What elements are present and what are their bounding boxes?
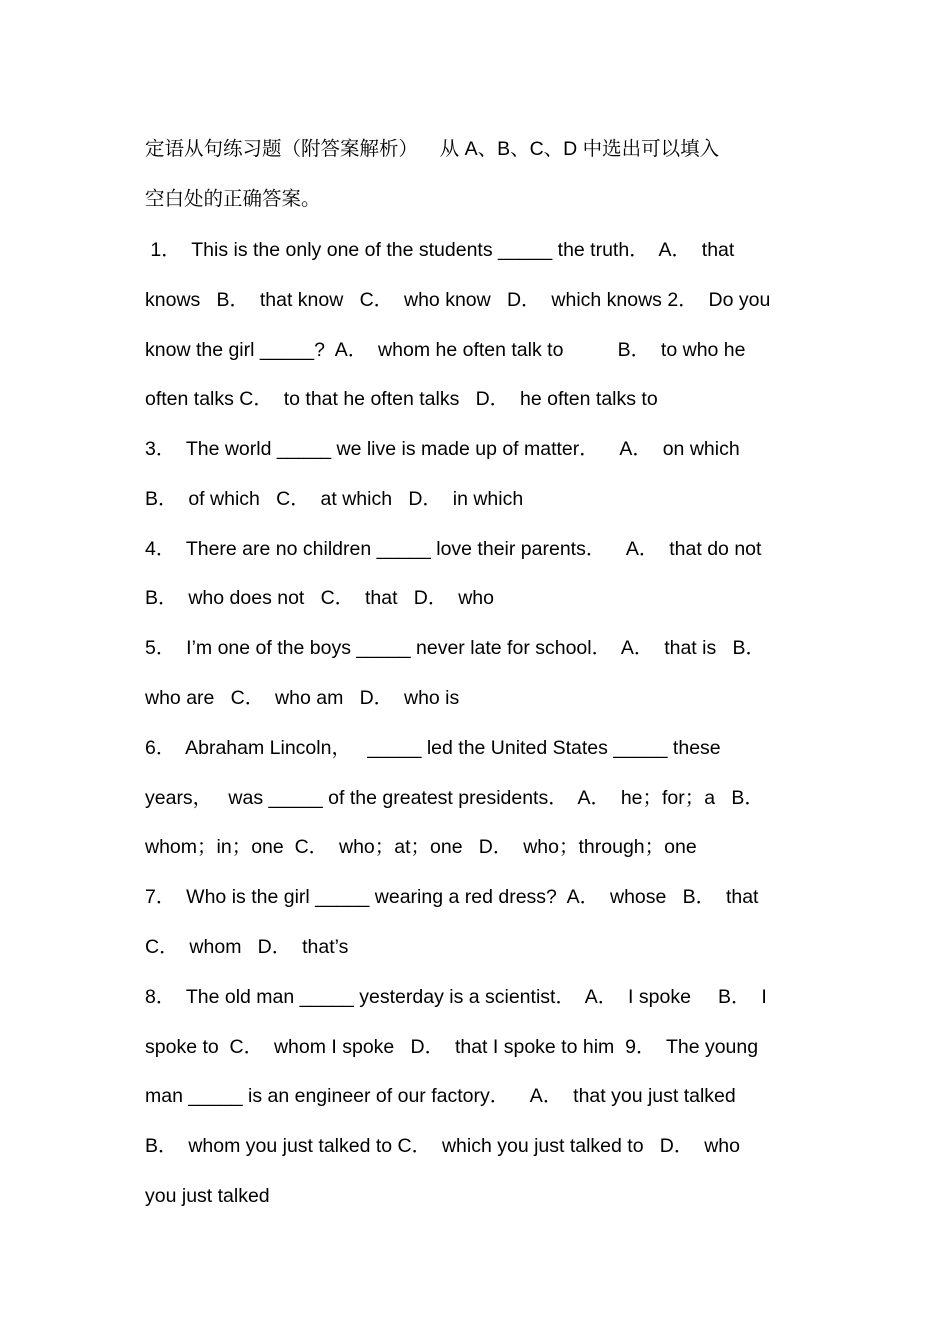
text-line: 3． The world _____ we live is made up of matter． A． on which (145, 438, 740, 460)
text-line: spoke to C． whom I spoke D． that I spoke to him 9． The young (145, 1036, 759, 1058)
text-line: whom；in；one C． who；at；one D． who；through；one (145, 836, 697, 858)
text-line: 定语从句练习题（附答案解析） 从 A、B、C、D 中选出可以填入 (145, 138, 720, 160)
text-line: B． whom you just talked to C． which you just talked to D． who (145, 1135, 740, 1157)
text-line: who are C． who am D． who is (145, 687, 460, 709)
text-line: 5． I’m one of the boys _____ never late for school． A． that is B． (145, 637, 765, 659)
text-line: 7． Who is the girl _____ wearing a red dress? A． whose B． that (145, 886, 759, 908)
text-line: B． of which C． at which D． in which (145, 488, 524, 510)
text-line: knows B． that know C． who know D． which knows 2． Do you (145, 289, 771, 311)
text-line: 空白处的正确答案。 (145, 188, 321, 210)
text-line: man _____ is an engineer of our factory． A． that you just talked (145, 1085, 736, 1107)
text-line: years， was _____ of the greatest presidents． A． he；for；a B． (145, 787, 764, 809)
text-line: 4． There are no children _____ love their parents． A． that do not (145, 538, 762, 560)
text-line: often talks C． to that he often talks D． he often talks to (145, 388, 658, 410)
text-line: 8． The old man _____ yesterday is a scientist． A． I spoke B． I (145, 986, 767, 1008)
text-line: know the girl _____? A． whom he often talk to B． to who he (145, 339, 746, 361)
text-line: you just talked (145, 1185, 270, 1207)
text-line: C． whom D． that’s (145, 936, 349, 958)
text-line: 1． This is the only one of the students _____ the truth． A． that (145, 239, 735, 261)
text-line: 6． Abraham Lincoln， _____ led the United States _____ these (145, 737, 721, 759)
text-line: B． who does not C． that D． who (145, 587, 494, 609)
